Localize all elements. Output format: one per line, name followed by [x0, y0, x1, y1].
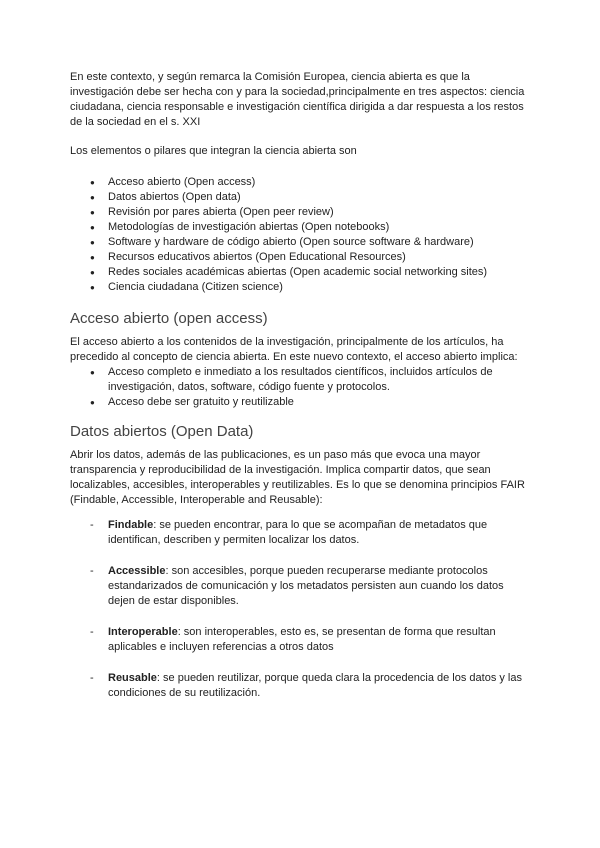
pillars-lead: Los elementos o pilares que integran la ciencia abierta son — [70, 145, 357, 157]
fair-term: Findable — [108, 519, 154, 531]
list-item: ● Redes sociales académicas abiertas (Open academic social networking sites) — [92, 265, 530, 280]
list-item: ● Acceso abierto (Open access) — [92, 175, 530, 190]
fair-description: : se pueden reutilizar, porque queda clara la procedencia de los datos y las condiciones de su reutilización. — [108, 672, 522, 699]
open-access-heading: Acceso abierto (open access) — [70, 310, 268, 327]
list-item: ● Acceso completo e inmediato a los resultados científicos, incluidos artículos de investigación, datos, software, código fuente y protocolos. — [92, 365, 530, 395]
fair-description: : se pueden encontrar, para lo que se acompañan de metadatos que identifican, describen y permiten localizar los datos. — [108, 519, 488, 546]
open-data-paragraph: Abrir los datos, además de las publicaciones, es un paso más que evoca una mayor transparencia y reproducibilidad de la investigación. Implica compartir datos, que sean localizables, accesibles, interoperables y reutilizables. Es lo que se denomina principios FAIR (Findable, Accessible, Interoperable and Reusable): — [70, 449, 525, 506]
list-item: ● Recursos educativos abiertos (Open Educational Resources) — [92, 250, 530, 265]
open-access-list — [70, 365, 530, 410]
open-data-section — [70, 422, 530, 701]
list-item: ● Datos abiertos (Open data) — [92, 190, 530, 205]
fair-item-findable — [90, 518, 530, 548]
list-item: ● Metodologías de investigación abiertas (Open notebooks) — [92, 220, 530, 235]
intro-paragraph: En este contexto, y según remarca la Comisión Europea, ciencia abierta es que la investigación debe ser hecha con y para la sociedad,principalmente en tres aspectos: ciencia ciudadana, ciencia responsable e investigación científica dirigida a dar respuesta a los restos de la sociedad en el s. XXI — [70, 71, 525, 128]
fair-term: Accessible — [108, 565, 166, 577]
fair-item-reusable — [90, 671, 530, 701]
fair-item-accessible — [90, 564, 530, 609]
list-item: ● Ciencia ciudadana (Citizen science) — [92, 280, 530, 295]
fair-term: Reusable — [108, 672, 157, 684]
open-access-section — [70, 309, 530, 410]
fair-term: Interoperable — [108, 626, 178, 638]
pillars-list — [70, 175, 530, 295]
list-item: ● Revisión por pares abierta (Open peer review) — [92, 205, 530, 220]
fair-item-interoperable — [90, 625, 530, 655]
fair-description: : son accesibles, porque pueden recuperarse mediante protocolos estandarizados de comunicación y los metadatos persisten aun cuando los datos dejen de estar disponibles. — [108, 565, 504, 607]
fair-principles-list — [70, 518, 530, 701]
open-data-heading: Datos abiertos (Open Data) — [70, 423, 254, 440]
list-item: ● Acceso debe ser gratuito y reutilizable — [92, 395, 530, 410]
list-item: ● Software y hardware de código abierto (Open source software & hardware) — [92, 235, 530, 250]
fair-description: : son interoperables, esto es, se presentan de forma que resultan aplicables e incluyen referencias a otros datos — [108, 626, 496, 653]
open-access-paragraph: El acceso abierto a los contenidos de la investigación, principalmente de los artículos, ha precedido al concepto de ciencia abierta. En este nuevo contexto, el acceso abierto implica: — [70, 336, 518, 363]
